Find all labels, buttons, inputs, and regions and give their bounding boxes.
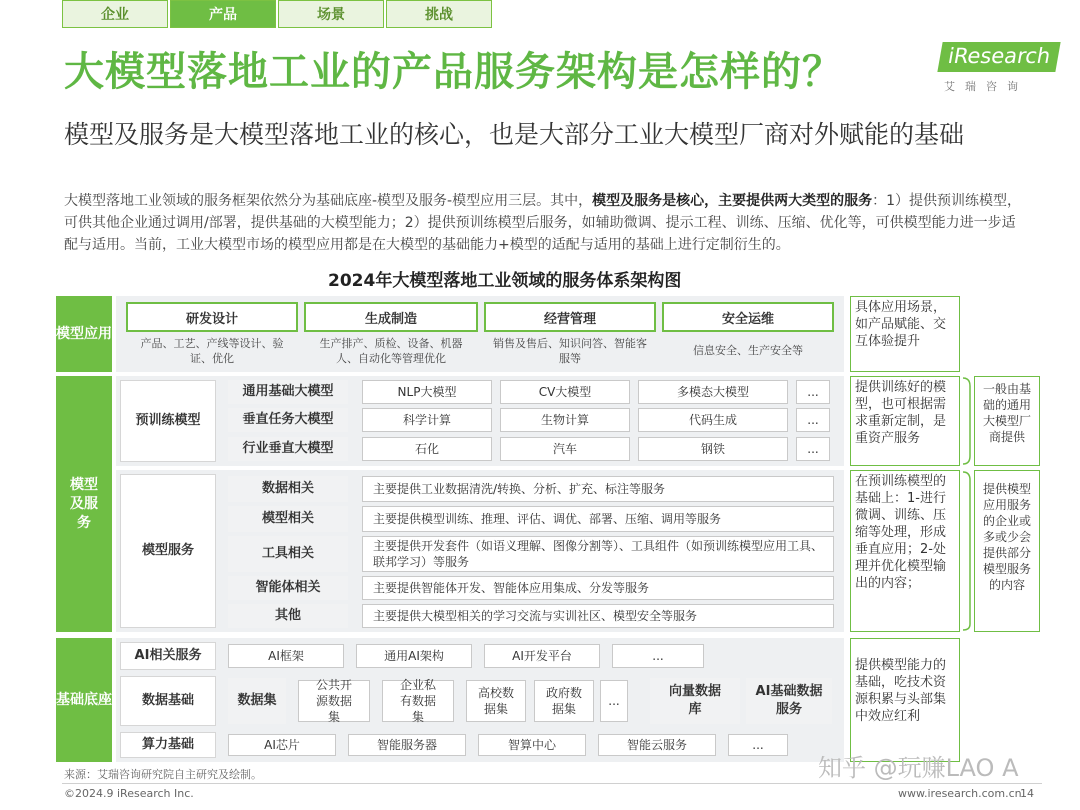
layer-app: 模型应用 [56, 296, 112, 372]
app-item-rd: 研发设计 [126, 302, 298, 332]
base-dataset-item: 政府数据集 [534, 680, 594, 722]
pretrain-general-more: ... [796, 380, 830, 404]
base-compute-item: 智能服务器 [348, 734, 466, 756]
app-note: 具体应用场景，如产品赋能、交互体验提升 [850, 296, 960, 372]
base-ai-item: 通用AI架构 [356, 644, 472, 668]
pretrain-general-item: CV大模型 [500, 380, 630, 404]
base-dataset-item: 公共开源数据集 [298, 680, 370, 722]
layer-model [56, 376, 112, 632]
base-compute-item: AI芯片 [228, 734, 336, 756]
base-ai-item: AI开发平台 [484, 644, 600, 668]
pretrain-task-item: 代码生成 [638, 408, 788, 432]
service-tool-desc: 主要提供开发套件（如语义理解、图像分割等）、工具组件（如预训练模型应用工具、联邦学习）等服务 [362, 536, 834, 572]
copyright: ©2024.9 iResearch Inc. [64, 787, 194, 800]
base-ai-data-service: AI基础数据服务 [746, 678, 832, 724]
tab-challenge[interactable]: 挑战 [386, 0, 492, 28]
app-desc-mfg: 生产排产、质检、设备、机器人、自动化等管理优化 [319, 337, 463, 365]
service-label: 模型服务 [120, 474, 216, 628]
diagram-title: 2024年大模型落地工业领域的服务体系架构图 [328, 271, 682, 291]
pretrain-row-general: 通用基础大模型 [228, 380, 348, 404]
app-desc-ops: 销售及售后、知识问答、智能客服等 [493, 337, 647, 365]
service-agent-desc: 主要提供智能体开发、智能体应用集成、分发等服务 [362, 576, 834, 600]
para-part2: ：1）提供预训练模型，可供其他企业通过调用/部署，提供基础的大模型能力；2）提供预训练模型后服务，如辅助微调、提示工程、训练、压缩、优化等，可供模型能力进一步适配与适用。当前，工业大模型市场的模型应用都是在大模型的基础能力+模型的适配与适用的基础上进行定制衍生的。 [64, 193, 1022, 253]
pretrain-label: 预训练模型 [120, 380, 216, 462]
base-vector-db: 向量数据库 [650, 678, 740, 724]
footer-url: www.iresearch.com.cn [898, 787, 1022, 800]
layer-model-label: 模型及服务 [70, 476, 98, 531]
pretrain-task-item: 科学计算 [362, 408, 492, 432]
service-data-desc: 主要提供工业数据清洗/转换、分析、扩充、标注等服务 [362, 476, 834, 502]
pretrain-industry-item: 石化 [362, 437, 492, 461]
iresearch-logo [930, 38, 1053, 98]
service-row-other: 其他 [228, 604, 348, 628]
source-note: 来源：艾瑞咨询研究院自主研究及绘制。 [64, 768, 262, 781]
service-side-note: 提供模型应用服务的企业或多或少会提供部分模型服务的内容 [974, 470, 1040, 632]
app-item-safety: 安全运维 [662, 302, 834, 332]
pretrain-row-vertical-task: 垂直任务大模型 [228, 408, 348, 432]
footer-divider [62, 783, 1042, 784]
pretrain-industry-item: 汽车 [500, 437, 630, 461]
base-dataset-head: 数据集 [228, 678, 286, 724]
para-part1: 大模型落地工业领域的服务框架依然分为基础底座-模型及服务-模型应用三层。其中， [64, 193, 593, 209]
base-ai-label: AI相关服务 [120, 642, 216, 670]
pretrain-general-item: NLP大模型 [362, 380, 492, 404]
pretrain-general-item: 多模态大模型 [638, 380, 788, 404]
tab-product[interactable]: 产品 [170, 0, 276, 28]
para-bold: 模型及服务是核心，主要提供两大类型的服务 [592, 193, 873, 209]
pretrain-row-industry: 行业垂直大模型 [228, 437, 348, 461]
page-subtitle: 模型及服务是大模型落地工业的核心，也是大部分工业大模型厂商对外赋能的基础 [64, 120, 965, 149]
bracket-lines [962, 376, 974, 632]
intro-paragraph [64, 190, 1024, 256]
tab-enterprise[interactable]: 企业 [62, 0, 168, 28]
base-compute-label: 算力基础 [120, 732, 216, 758]
layer-base: 基础底座 [56, 638, 112, 762]
base-dataset-item: 高校数据集 [466, 680, 526, 722]
base-compute-item: 智算中心 [478, 734, 586, 756]
watermark: 知乎 @玩赚LAO A [818, 754, 1019, 782]
service-row-agent: 智能体相关 [228, 576, 348, 600]
pretrain-note: 提供训练好的模型，也可根据需求重新定制，是重资产服务 [850, 376, 960, 466]
tab-scenario[interactable]: 场景 [278, 0, 384, 28]
app-desc-rd: 产品、工艺、产线等设计、验证、优化 [140, 337, 284, 365]
base-note: 提供模型能力的基础，吃技术资源积累与头部集中效应红利 [850, 638, 960, 762]
app-item-mfg: 生成制造 [304, 302, 478, 332]
base-compute-more: ... [728, 734, 788, 756]
base-data-label: 数据基础 [120, 676, 216, 726]
logo-brand: iResearch [937, 42, 1060, 72]
base-dataset-item: 企业私有数据集 [382, 680, 454, 722]
service-other-desc: 主要提供大模型相关的学习交流与实训社区、模型安全等服务 [362, 604, 834, 628]
app-item-ops: 经营管理 [484, 302, 656, 332]
service-model-desc: 主要提供模型训练、推理、评估、调优、部署、压缩、调用等服务 [362, 506, 834, 532]
page-title: 大模型落地工业的产品服务架构是怎样的？ [64, 49, 843, 95]
service-row-tool: 工具相关 [228, 536, 348, 572]
base-ai-more: ... [612, 644, 704, 668]
pretrain-industry-item: 钢铁 [638, 437, 788, 461]
base-compute-item: 智能云服务 [598, 734, 716, 756]
pretrain-side-note: 一般由基础的通用大模型厂商提供 [974, 376, 1040, 466]
pretrain-task-more: ... [796, 408, 830, 432]
service-row-model: 模型相关 [228, 506, 348, 532]
service-note: 在预训练模型的基础上：1-进行微调、训练、压缩等处理，形成垂直应用；2-处理并优化模型输出的内容； [850, 470, 960, 632]
logo-cn: 艾瑞咨询 [944, 80, 1028, 93]
pretrain-task-item: 生物计算 [500, 408, 630, 432]
base-dataset-more: ... [600, 680, 628, 722]
base-ai-item: AI框架 [228, 644, 344, 668]
page-number: 14 [1020, 787, 1034, 800]
pretrain-industry-more: ... [796, 437, 830, 461]
service-row-data: 数据相关 [228, 476, 348, 502]
app-desc-safety: 信息安全、生产安全等 [693, 344, 803, 357]
